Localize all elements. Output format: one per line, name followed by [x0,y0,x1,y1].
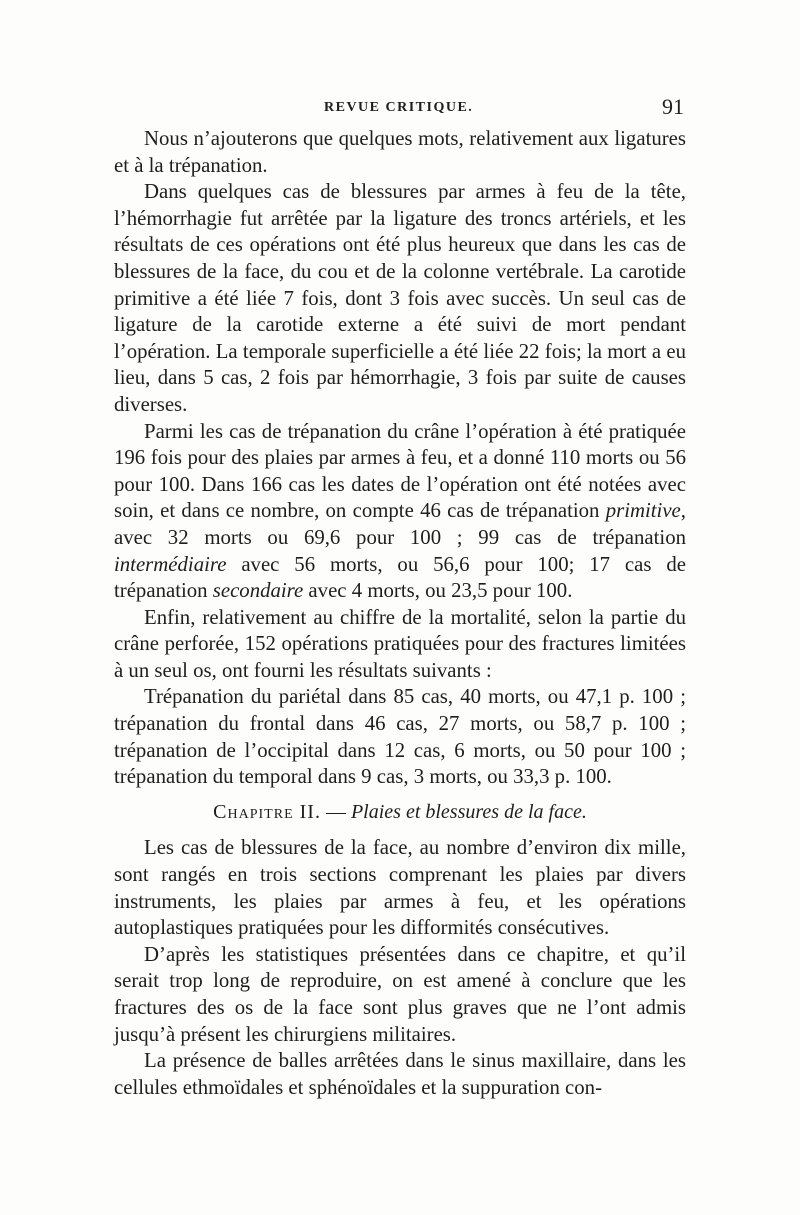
running-head [114,96,686,126]
book-page [114,96,686,1101]
paragraph-face-wounds: Les cas de blessures de la face, au nombre d’environ dix mille, sont rangés en trois sections comprenant les plaies par divers instruments, les plaies par armes à feu, et les opérations autoplastiques pratiquées pour les difformités consécutives. [114,836,686,940]
italic-term: secondaire [212,579,304,603]
text-run: , avec 32 morts ou 69,6 pour 100 ; 99 cas de trépanation [114,499,686,549]
text-run: avec 56 morts, ou 56,6 pour 100; 17 cas de trépanation [114,552,686,603]
chapter-title: Plaies et blessures de la face. [350,800,587,823]
chapter-heading [114,799,686,826]
paragraph-bullets: La présence de balles arrêtées dans le sinus maxillaire, dans les cellules ethmoïdales et sphénoïdales et la suppuration con- [114,1049,686,1099]
page-body [114,126,686,1101]
text-run: avec 4 morts, ou 23,5 pour 100. [303,579,573,603]
paragraph-trepanation-dates [114,419,686,605]
paragraph-ligatures-intro: Nous n’ajouterons que quelques mots, relativement aux ligatures et à la trépanation. [114,127,686,177]
italic-term: intermédiaire [114,552,227,576]
text-run: Parmi les cas de trépanation du crâne l’opération à été pratiquée 196 fois pour des plaies par armes à feu, et a donné 110 morts ou 56 pour 100. Dans 166 cas les dates de l’opération ont été notées avec soin, et dans ce nombre, on compte 46 cas de trépanation [114,419,686,523]
chapter-label: Chapitre II. [213,800,321,823]
paragraph-ligatures: Dans quelques cas de blessures par armes à feu de la tête, l’hémorrhagie fut arrêtée par la ligature des troncs artériels, et les résultats de ces opérations ont été plus heureux que dans les cas de blessures de la face, du cou et de la colonne vertébrale. La carotide primitive a été liée 7 fois, dont 3 fois avec succès. Un seul cas de ligature de la carotide externe a été suivi de mort pendant l’opération. La temporale superficielle a été liée 22 fois; la mort a eu lieu, dans 5 cas, 2 fois par hémorrhagie, 3 fois par suite de causes diverses. [114,180,686,416]
paragraph-trepanation-results: Trépanation du pariétal dans 85 cas, 40 morts, ou 47,1 p. 100 ; trépanation du frontal dans 46 cas, 27 morts, ou 58,7 p. 100 ; trépanation de l’occipital dans 12 cas, 6 morts, ou 50 pour 100 ; trépanation du temporal dans 9 cas, 3 morts, ou 33,3 p. 100. [114,685,686,789]
page-number: 91 [662,94,684,119]
running-title: REVUE CRITIQUE. [324,100,474,115]
paragraph-statistics: D’après les statistiques présentées dans ce chapitre, et qu’il serait trop long de reproduire, on est amené à conclure que les fractures des os de la face sont plus graves que ne l’ont admis jusqu’à présent les chirurgiens militaires. [114,942,686,1046]
italic-term: primitive [605,499,681,523]
chapter-dash: — [320,800,351,823]
paragraph-mortality-intro: Enfin, relativement au chiffre de la mortalité, selon la partie du crâne perforée, 152 opérations pratiquées pour des fractures limitées à un seul os, ont fourni les résultats suivants : [114,605,686,682]
